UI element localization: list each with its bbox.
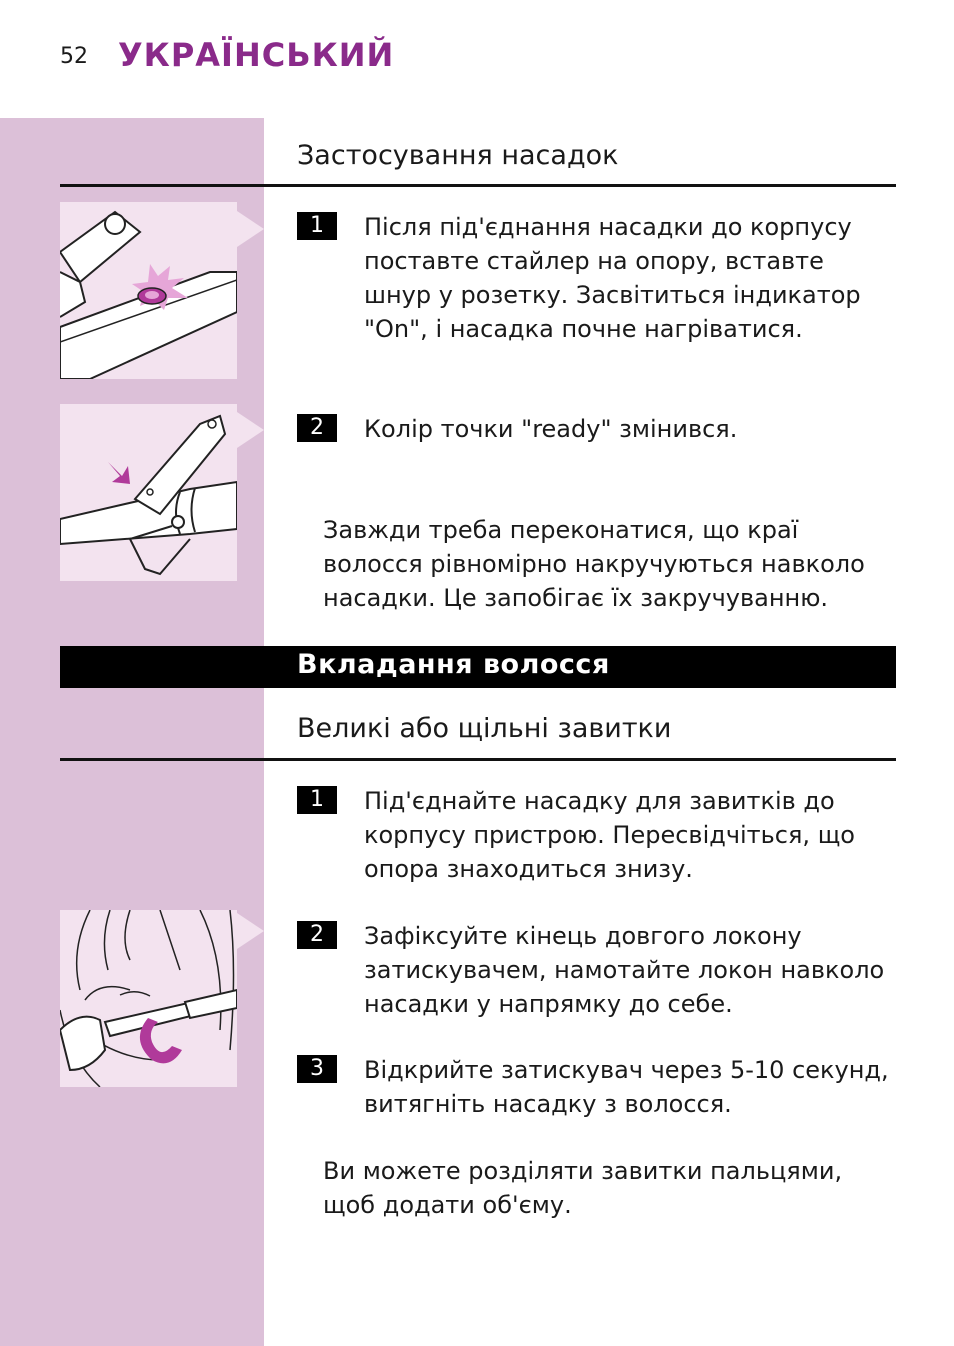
step-number-badge: 2 xyxy=(297,921,337,949)
step-text: Під'єднайте насадку для завитків до корпусу пристрою. Пересвідчіться, що опора знаходиться знизу. xyxy=(364,787,855,883)
section-heading-curls: Великі або щільні завитки xyxy=(297,713,672,744)
language-title: УКРАЇНСЬКИЙ xyxy=(118,36,395,74)
note-text: Ви можете розділяти завитки пальцями, щоб додати об'єму. xyxy=(323,1157,843,1219)
step-text: Колір точки "ready" змінився. xyxy=(364,415,738,443)
attachment-clamp-illustration xyxy=(60,404,237,581)
heading-rule xyxy=(60,758,896,761)
illustration-pointer xyxy=(237,913,264,949)
heading-rule xyxy=(60,184,896,187)
illustration-pointer xyxy=(237,211,264,247)
curling-hair-illustration xyxy=(60,910,237,1087)
step-text: Зафіксуйте кінець довгого локону затискувачем, намотайте локон навколо насадки у напрямку до себе. xyxy=(364,922,885,1018)
section-bar xyxy=(60,646,896,688)
step-number-badge: 2 xyxy=(297,414,337,442)
page-number: 52 xyxy=(60,44,88,69)
section-heading-attachments: Застосування насадок xyxy=(297,140,619,171)
illustration-pointer xyxy=(237,412,264,448)
note-text: Завжди треба переконатися, що краї волосся рівномірно накручуються навколо насадки. Це запобігає їх закручуванню. xyxy=(323,516,865,612)
step-text: Відкрийте затискувач через 5-10 секунд, витягніть насадку з волосся. xyxy=(364,1056,889,1118)
step-number-badge: 1 xyxy=(297,786,337,814)
step-number-badge: 3 xyxy=(297,1055,337,1083)
step-text: Після під'єднання насадки до корпусу поставте стайлер на опору, вставте шнур у розетку. Засвітиться індикатор "On", і насадка почне нагріватися. xyxy=(364,213,861,343)
section-bar-title: Вкладання волосся xyxy=(297,649,610,680)
step-number-badge: 1 xyxy=(297,212,337,240)
styler-on-stand-illustration xyxy=(60,202,237,379)
